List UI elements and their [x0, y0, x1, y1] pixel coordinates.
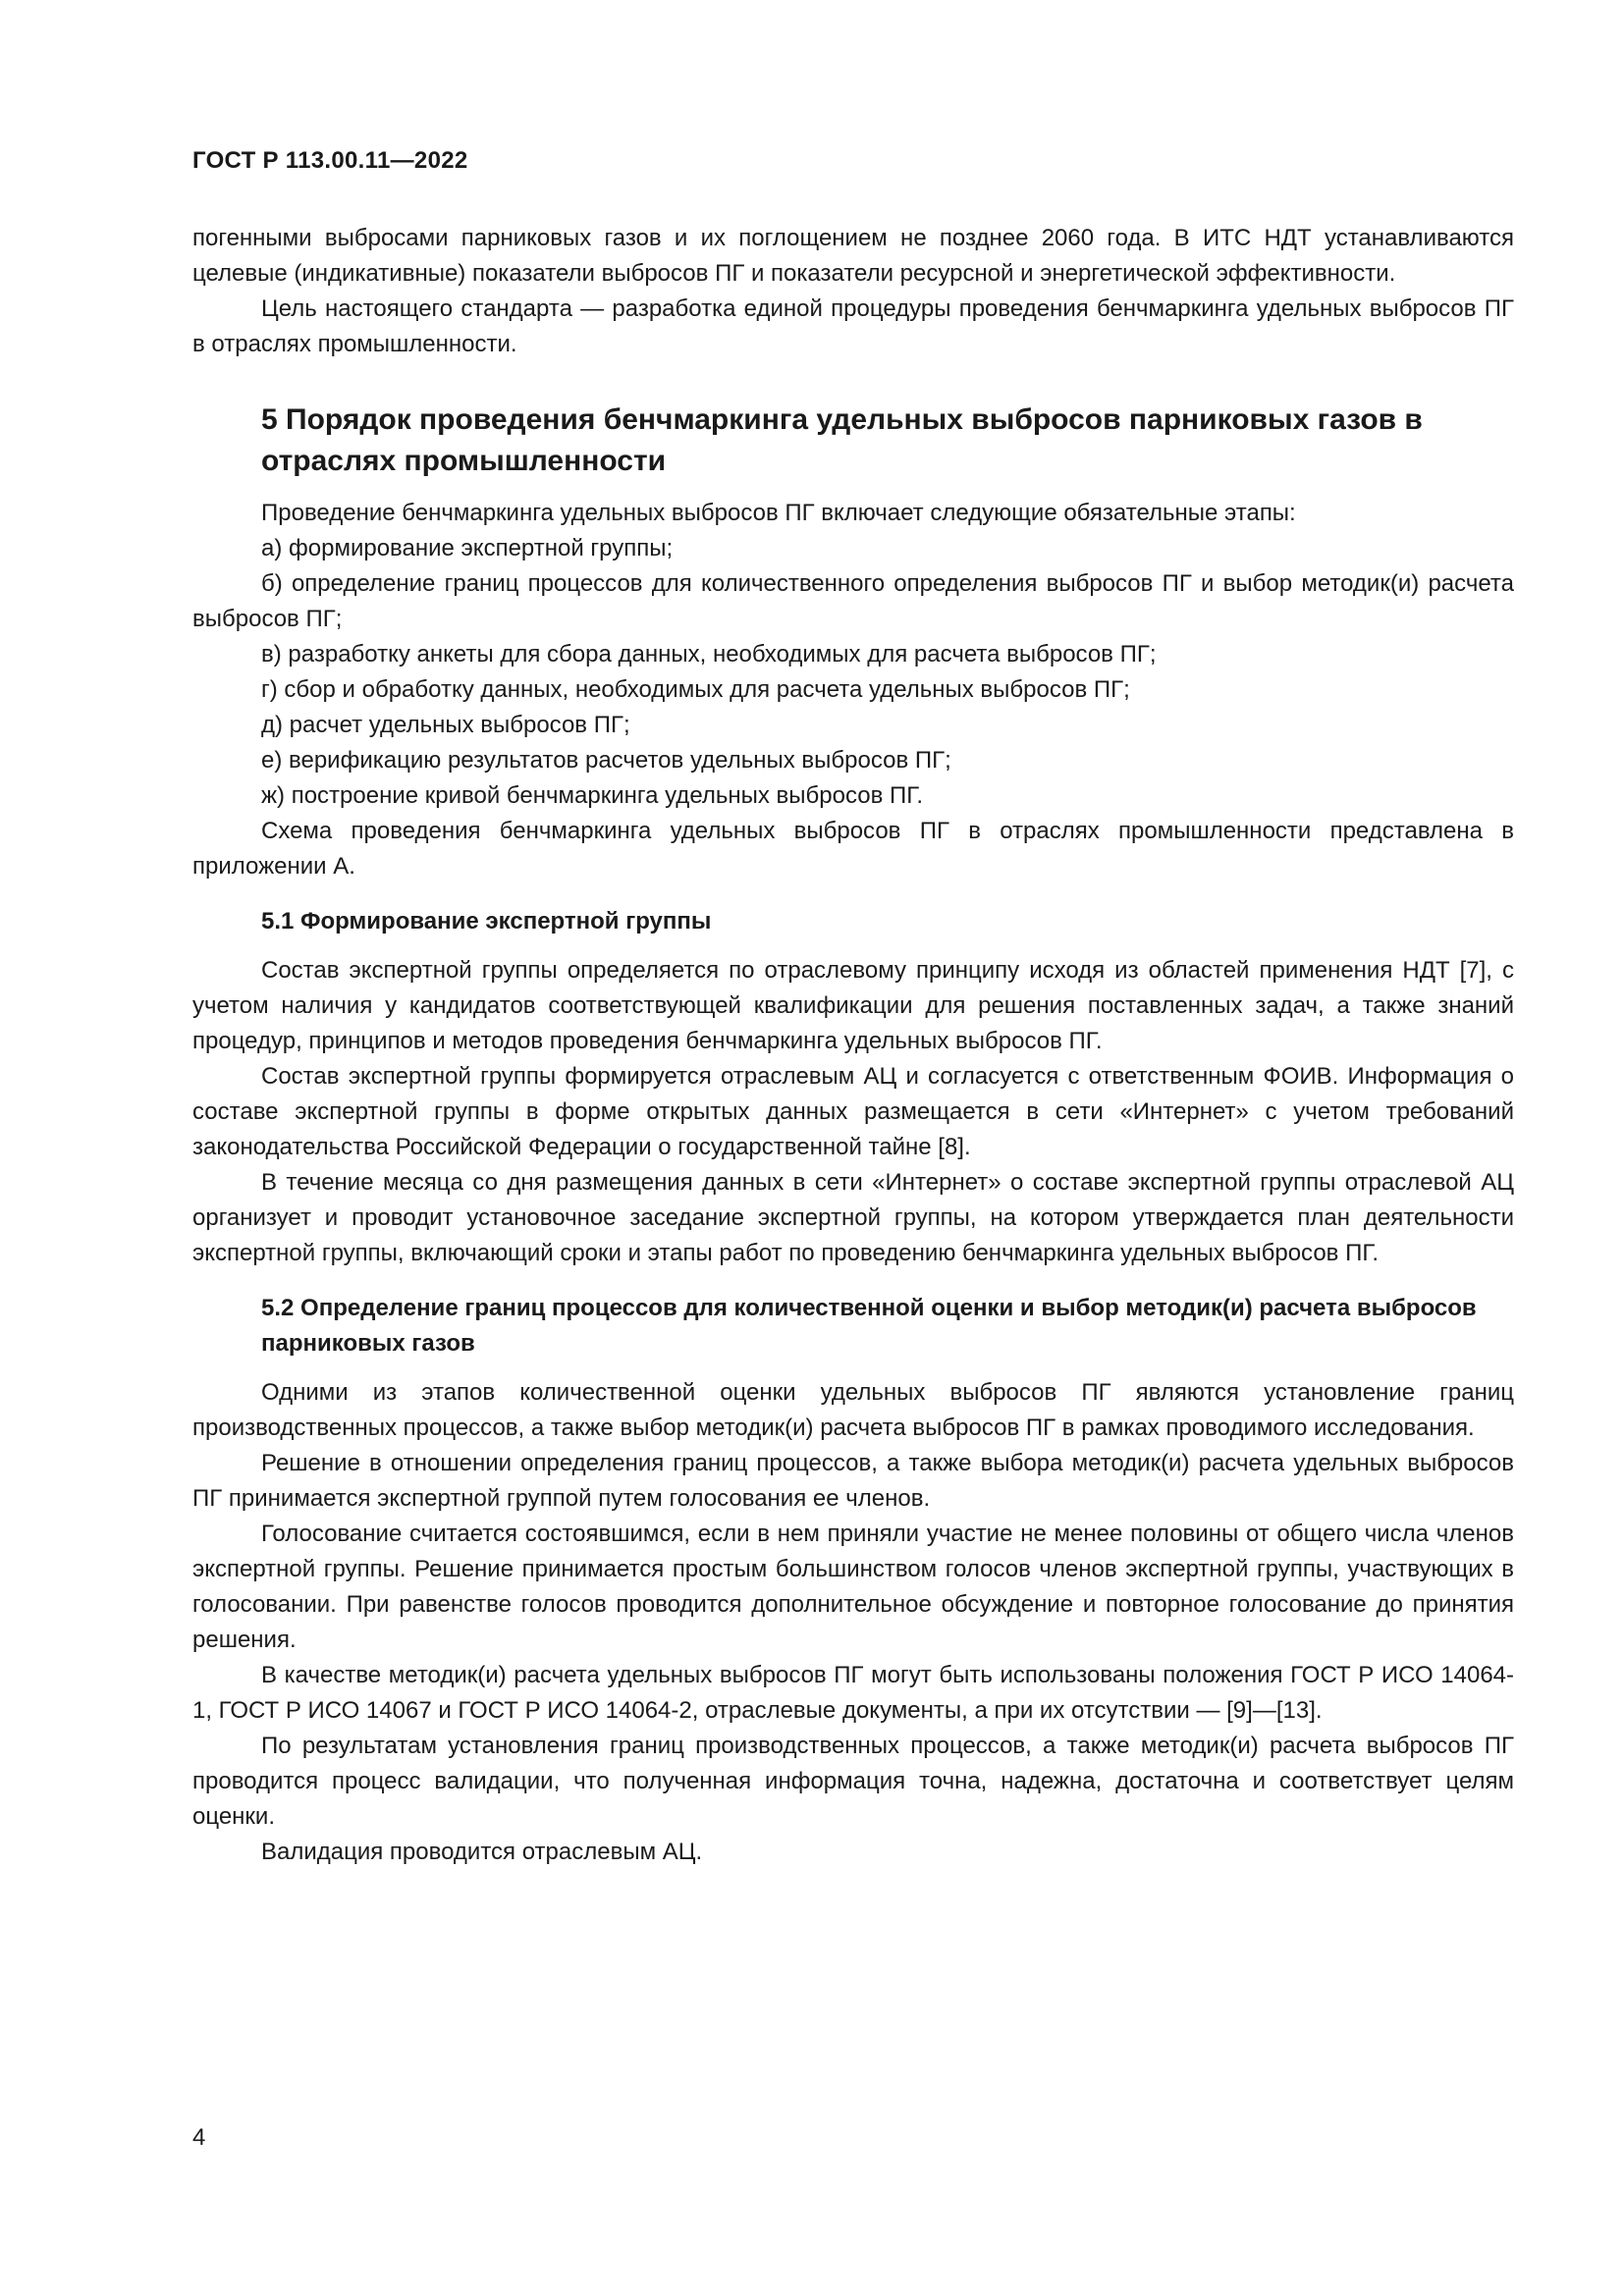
- section-5-2-paragraph-5: По результатам установления границ производственных процессов, а также методик(и) расчета выбросов ПГ проводится процесс валидации, что полученная информация точна, надежна, достаточна и соответствует целям оценки.: [192, 1733, 1514, 1830]
- section-5-2-paragraph-2: Решение в отношении определения границ процессов, а также выбора методик(и) расчета удельных выбросов ПГ принимается экспертной группой путем голосования ее членов.: [192, 1450, 1514, 1512]
- intro-paragraph-2: Цель настоящего стандарта — разработка единой процедуры проведения бенчмаркинга удельных выбросов ПГ в отраслях промышленности.: [192, 295, 1514, 357]
- section-5-1-paragraph-3: В течение месяца со дня размещения данных в сети «Интернет» о составе экспертной группы отраслевой АЦ организует и проводит установочное заседание экспертной группы, на котором утверждается план деятельности экспертной группы, включающий сроки и этапы работ по проведению бенчмаркинга удельных выбросов ПГ.: [192, 1169, 1514, 1266]
- section-5-2-paragraph-1: Одними из этапов количественной оценки удельных выбросов ПГ являются установление границ производственных процессов, а также выбор методик(и) расчета выбросов ПГ в рамках проводимого исследования.: [192, 1379, 1514, 1441]
- stage-item-a: а) формирование экспертной группы;: [261, 535, 674, 561]
- section-5-2-paragraph-6: Валидация проводится отраслевым АЦ.: [261, 1839, 703, 1865]
- section-5-2-paragraph-3: Голосование считается состоявшимся, если в нем приняли участие не менее половины от общего числа членов экспертной группы. Решение принимается простым большинством голосов членов экспертной группы, участвующих в голосовании. При равенстве голосов проводится дополнительное обсуждение и повторное голосование до принятия решения.: [192, 1521, 1514, 1653]
- section-5-1-heading: 5.1 Формирование экспертной группы: [261, 908, 712, 934]
- page-number: 4: [192, 2124, 206, 2151]
- stage-item-zh: ж) построение кривой бенчмаркинга удельных выбросов ПГ.: [261, 782, 924, 809]
- document-body: [192, 221, 1514, 1870]
- stage-item-e: е) верификацию результатов расчетов удельных выбросов ПГ;: [261, 747, 951, 774]
- stage-item-v: в) разработку анкеты для сбора данных, необходимых для расчета выбросов ПГ;: [261, 641, 1157, 667]
- section-5-scheme-reference: Схема проведения бенчмаркинга удельных выбросов ПГ в отраслях промышленности представлена в приложении А.: [192, 818, 1514, 880]
- stage-item-g: г) сбор и обработку данных, необходимых для расчета удельных выбросов ПГ;: [261, 676, 1130, 703]
- section-5-heading: 5 Порядок проведения бенчмаркинга удельных выбросов парниковых газов в отраслях промышленности: [261, 403, 1423, 477]
- intro-paragraph-1: погенными выбросами парниковых газов и их поглощением не позднее 2060 года. В ИТС НДТ устанавливаются целевые (индикативные) показатели выбросов ПГ и показатели ресурсной и энергетической эффективности.: [192, 225, 1514, 287]
- standard-code-header: ГОСТ Р 113.00.11—2022: [192, 147, 468, 174]
- section-5-lead: Проведение бенчмаркинга удельных выбросов ПГ включает следующие обязательные этапы:: [261, 500, 1296, 526]
- section-5-1-paragraph-1: Состав экспертной группы определяется по отраслевому принципу исходя из областей применения НДТ [7], с учетом наличия у кандидатов соответствующей квалификации для решения поставленных задач, а также знаний процедур, принципов и методов проведения бенчмаркинга удельных выбросов ПГ.: [192, 957, 1514, 1054]
- stage-item-d: д) расчет удельных выбросов ПГ;: [261, 712, 630, 738]
- stage-item-b: б) определение границ процессов для количественного определения выбросов ПГ и выбор методик(и) расчета выбросов ПГ;: [192, 570, 1514, 632]
- section-5-2-paragraph-4: В качестве методик(и) расчета удельных выбросов ПГ могут быть использованы положения ГОСТ Р ИСО 14064-1, ГОСТ Р ИСО 14067 и ГОСТ Р ИСО 14064-2, отраслевые документы, а при их отсутствии — [9]—[13].: [192, 1662, 1514, 1724]
- section-5-1-paragraph-2: Состав экспертной группы формируется отраслевым АЦ и согласуется с ответственным ФОИВ. Информация о составе экспертной группы в форме открытых данных размещается в сети «Интернет» с учетом требований законодательства Российской Федерации о государственной тайне [8].: [192, 1063, 1514, 1160]
- section-5-2-heading: 5.2 Определение границ процессов для количественной оценки и выбор методик(и) расчета выбросов парниковых газов: [261, 1295, 1477, 1357]
